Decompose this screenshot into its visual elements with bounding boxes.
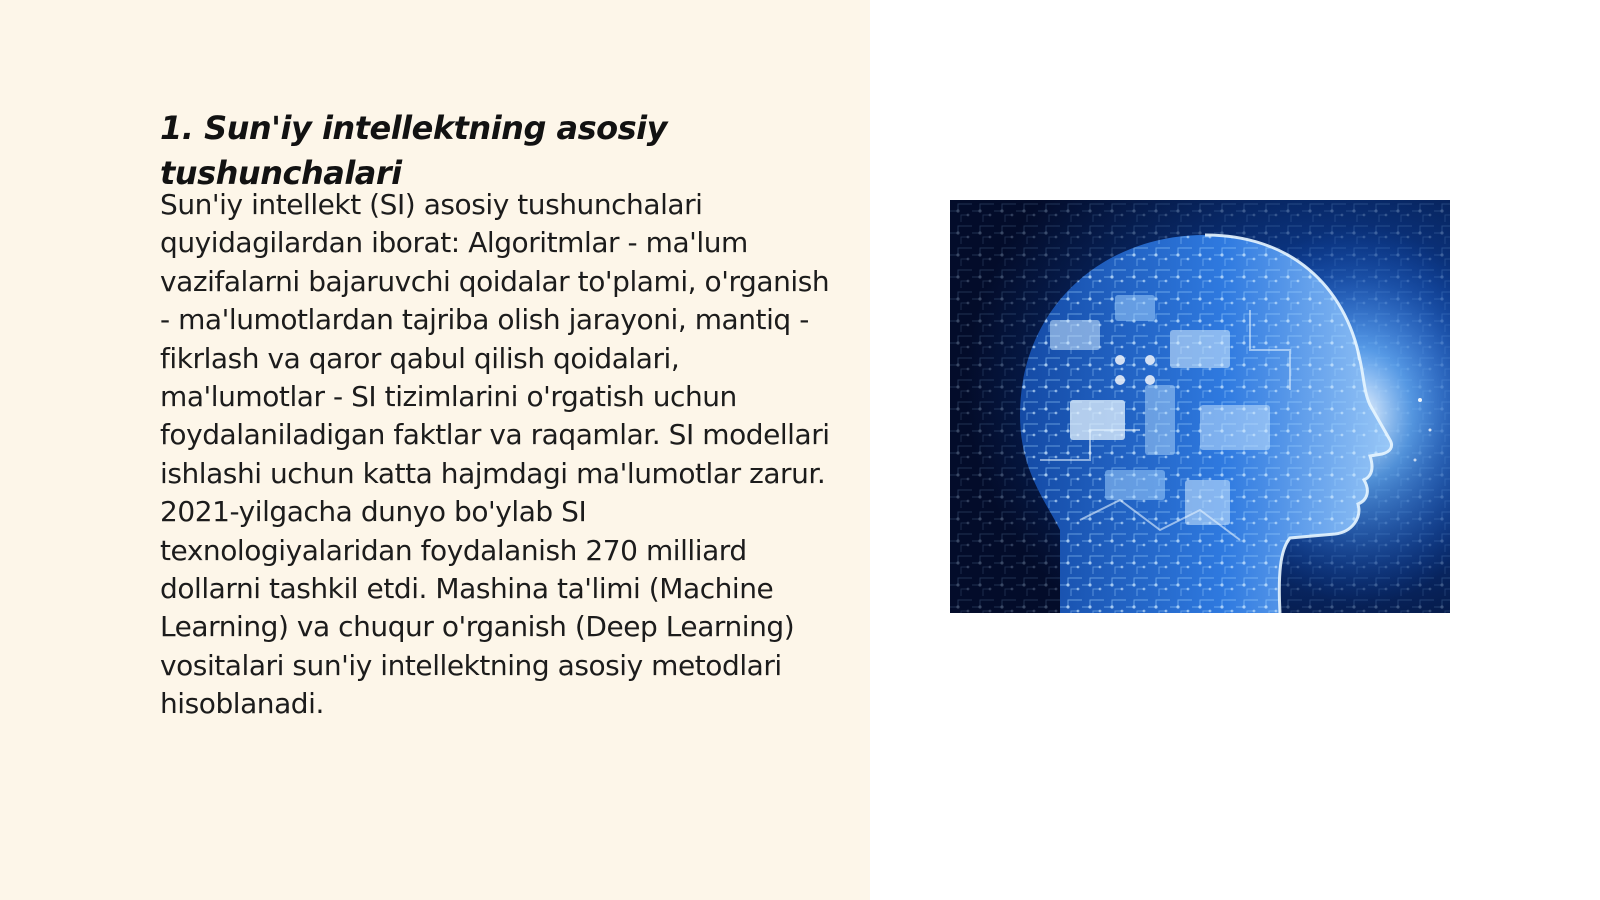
- ai-head-illustration: [950, 200, 1450, 613]
- slide-body-text: Sun'iy intellekt (SI) asosiy tushunchalari quyidagilardan iborat: Algoritmlar - ma'lum vazifalarni bajaruvchi qoidalar to'plami, o'rganish - ma'lumotlardan tajriba olish jarayoni, mantiq - fikrlash va qaror qabul qilish qoidalari, ma'lumotlar - SI tizimlarini o'rgatish uchun foydalaniladigan faktlar va raqamlar. SI modellari ishlashi uchun katta hajmdagi ma'lumotlar zarur. 2021-yilgacha dunyo bo'ylab SI texnologiyalaridan foydalanish 270 milliard dollarni tashkil etdi. Mashina ta'limi (Machine Learning) va chuqur o'rganish (Deep Learning) vositalari sun'iy intellektning asosiy metodlari hisoblanadi.: [160, 188, 830, 721]
- ai-circuit-head-image: [950, 200, 1450, 613]
- slide-title: 1. Sun'iy intellektning asosiy tushunchalari: [160, 109, 667, 192]
